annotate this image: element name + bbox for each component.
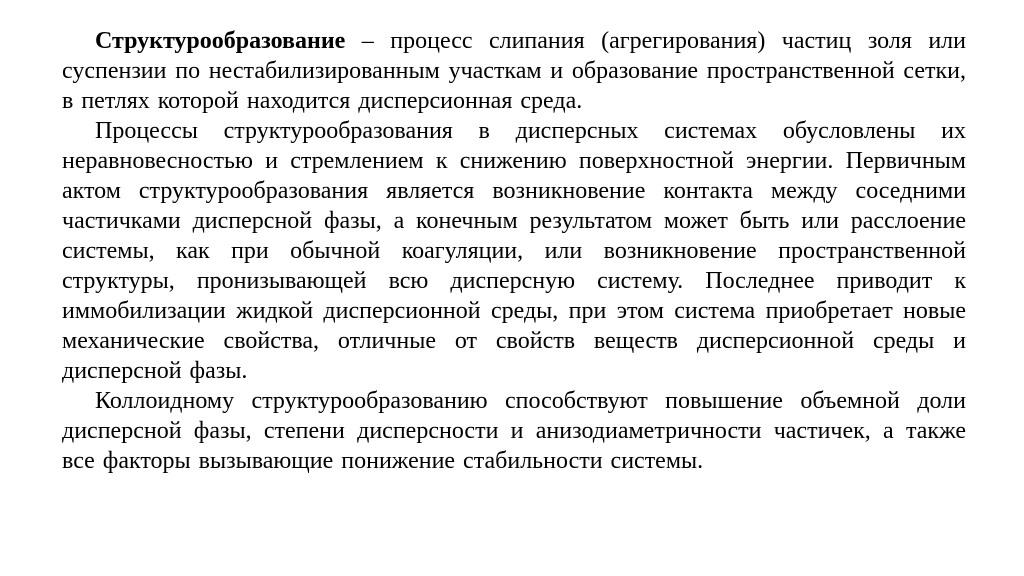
paragraph-definition [62, 26, 966, 116]
term-structure-formation: Структурообразование [95, 28, 346, 54]
paragraph-colloid-text: Коллоидному структурообразованию способствуют повышение объемной доли дисперсной фазы, степени дисперсности и анизодиаметричности частичек, а также все факторы вызывающие понижение стабильности системы. [62, 388, 966, 474]
paragraph-processes [62, 116, 966, 386]
paragraph-processes-text: Процессы структурообразования в дисперсных системах обусловлены их неравновесностью и стремлением к снижению поверхностной энергии. Первичным актом структурообразования является возникновение контакта между соседними частичками дисперсной фазы, а конечным результатом может быть или расслоение системы, как при обычной коагуляции, или возникновение пространственной структуры, пронизывающей всю дисперсную систему. Последнее приводит к иммобилизации жидкой дисперсионной среды, при этом система приобретает новые механические свойства, отличные от свойств веществ дисперсионной среды и дисперсной фазы. [62, 118, 966, 384]
paragraph-definition-text: – процесс слипания (агрегирования) частиц золя или суспензии по нестабилизированным участкам и образование пространственной сетки, в петлях которой находится дисперсионная среда. [62, 28, 966, 114]
paragraph-colloid [62, 386, 966, 476]
